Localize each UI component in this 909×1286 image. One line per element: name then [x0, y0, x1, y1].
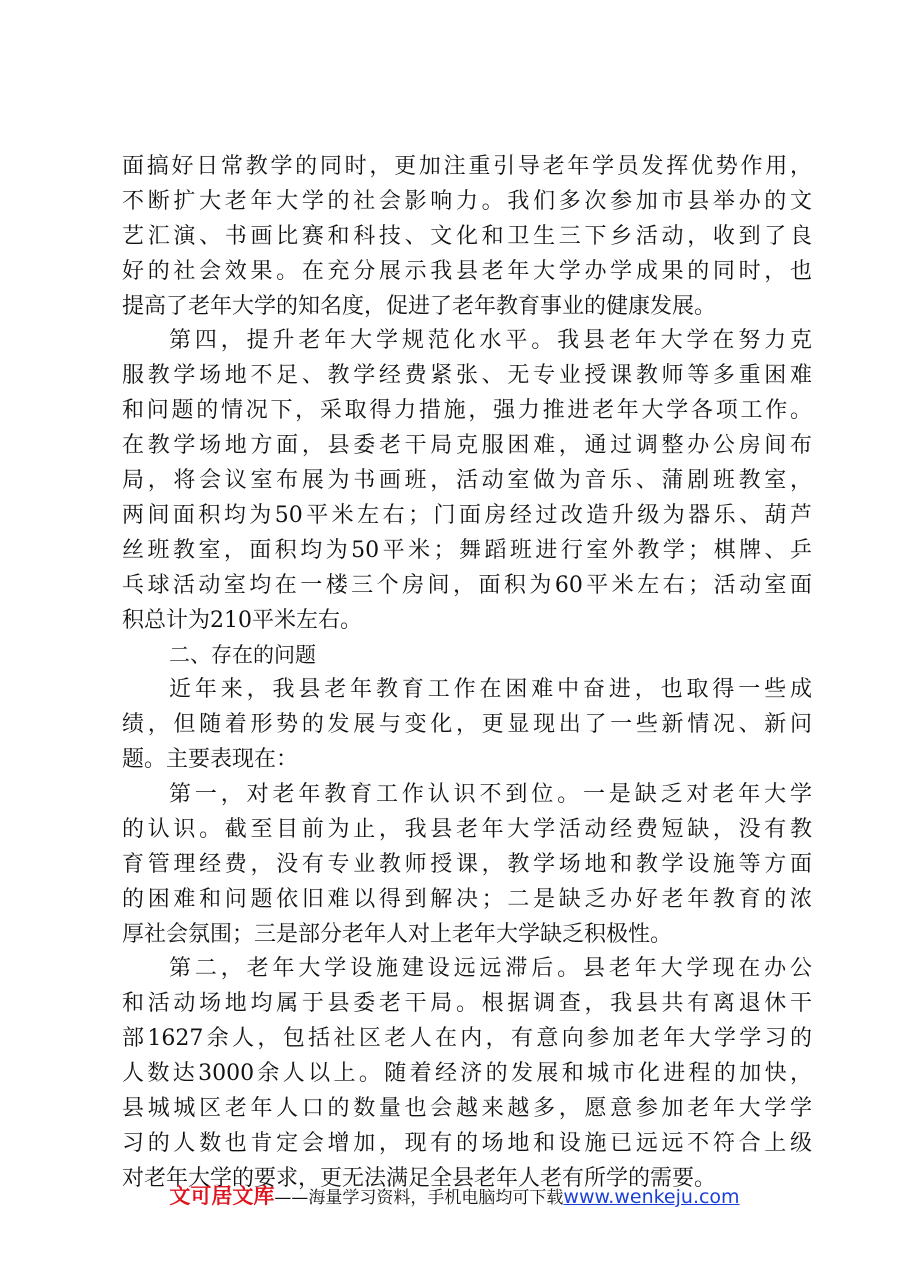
- text-line: 的认识。截至目前为止，我县老年大学活动经费短缺，没有教: [122, 816, 812, 842]
- text-line: 题。主要表现在：: [122, 747, 299, 773]
- text-line: 的困难和问题依旧难以得到解决；二是缺乏办好老年教育的浓: [122, 886, 812, 912]
- text-line: 绩，但随着形势的发展与变化，更显现出了一些新情况、新问: [122, 712, 812, 738]
- text-line: 育管理经费，没有专业教师授课，教学场地和教学设施等方面: [122, 851, 812, 877]
- document-body: [122, 150, 812, 1197]
- text-line: 习的人数也肯定会增加，现有的场地和设施已远远不符合上级: [122, 1130, 812, 1156]
- text-line: 积总计为210平米左右。: [122, 607, 362, 633]
- text-line: 在教学场地方面，县委老干局克服困难，通过调整办公房间布: [122, 433, 812, 459]
- text-line: 和问题的情况下，采取得力措施，强力推进老年大学各项工作。: [122, 398, 812, 424]
- text-line: 服教学场地不足、教学经费紧张、无专业授课教师等多重困难: [122, 363, 812, 389]
- footer-text: 海量学习资料，手机电脑均可下载: [308, 1188, 564, 1208]
- footer-link[interactable]: www.wenkeju.com: [563, 1186, 740, 1208]
- text-line: 二、存在的问题: [169, 643, 316, 668]
- text-line: 部1627余人，包括社区老人在内，有意向参加老年大学学习的: [122, 1026, 812, 1052]
- text-line: 局，将会议室布展为书画班，活动室做为音乐、蒲剧班教室，: [122, 468, 812, 494]
- paragraph: [122, 673, 812, 778]
- text-line: 提高了老年大学的知名度，促进了老年教育事业的健康发展。: [122, 293, 717, 319]
- text-line: 第四，提升老年大学规范化水平。我县老年大学在努力克: [169, 328, 812, 354]
- text-line: 艺汇演、书画比赛和科技、文化和卫生三下乡活动，收到了良: [122, 223, 812, 249]
- paragraph: [122, 778, 812, 952]
- text-line: 人数达3000余人以上。随着经济的发展和城市化进程的加快，: [122, 1061, 812, 1087]
- text-line: 第二，老年大学设施建设远远滞后。县老年大学现在办公: [169, 956, 812, 982]
- text-line: 县城城区老年人口的数量也会越来越多，愿意参加老年大学学: [122, 1096, 812, 1122]
- footer-dash: ——: [274, 1188, 309, 1208]
- footer-brand: 文可居文库: [169, 1184, 275, 1208]
- text-line: 近年来，我县老年教育工作在困难中奋进，也取得一些成: [169, 677, 812, 703]
- text-line: 厚社会氛围；三是部分老年人对上老年大学缺乏积极性。: [122, 921, 673, 947]
- paragraph: [122, 952, 812, 1196]
- paragraph: [122, 150, 812, 324]
- footer-banner: [0, 1180, 909, 1210]
- text-line: 不断扩大老年大学的社会影响力。我们多次参加市县举办的文: [122, 188, 812, 214]
- text-line: 对老年大学的要求，更无法满足全县老年人老有所学的需要。: [122, 1165, 717, 1191]
- text-line: 面搞好日常教学的同时，更加注重引导老年学员发挥优势作用，: [122, 154, 812, 179]
- text-line: 两间面积均为50平米左右；门面房经过改造升级为器乐、葫芦: [122, 502, 812, 528]
- paragraph: [122, 324, 812, 638]
- text-line: 好的社会效果。在充分展示我县老年大学办学成果的同时，也: [122, 258, 812, 284]
- text-line: 和活动场地均属于县委老干局。根据调查，我县共有离退休干: [122, 991, 812, 1017]
- text-line: 丝班教室，面积均为50平米；舞蹈班进行室外教学；棋牌、乒: [122, 537, 812, 563]
- section-heading: [122, 638, 812, 673]
- text-line: 第一，对老年教育工作认识不到位。一是缺乏对老年大学: [169, 782, 812, 808]
- text-line: 乓球活动室均在一楼三个房间，面积为60平米左右；活动室面: [122, 572, 812, 598]
